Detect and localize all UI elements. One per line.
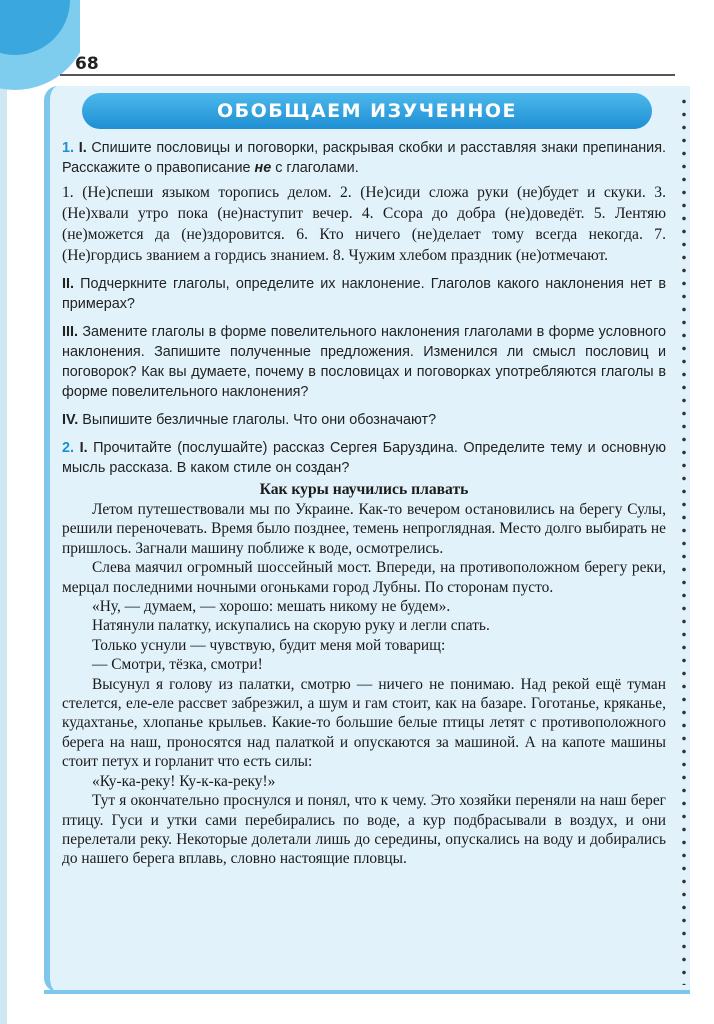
task1-part3 (62, 322, 666, 402)
task1-part1-text-b: с глаголами. (271, 160, 359, 176)
task2-number: 2. (62, 440, 75, 456)
task1-part2-roman: II. (62, 276, 74, 292)
task2-part1-roman: I. (79, 440, 88, 456)
task2-part1-text: Прочитайте (послушайте) рассказ Сергея Баруздина. Определите тему и основную мысль рассказа. В каком стиле он создан? (62, 440, 667, 476)
story-paragraph: — Смотри, тёзка, смотри! (92, 656, 263, 674)
task2-part1 (62, 438, 666, 478)
page-content (62, 138, 666, 869)
story-paragraph: «Ну, — думаем, — хорошо: мешать никому не будем». (92, 598, 451, 616)
task1-part4 (62, 410, 666, 430)
section-title: ОБОБЩАЕМ ИЗУЧЕННОЕ (217, 100, 517, 122)
left-margin-strip (0, 0, 7, 1024)
story-paragraph: Летом путешествовали мы по Украине. Как-то вечером остановились на берегу Сулы, решили переночевать. Время было позднее, темень непроглядная. Место долго выбирать не пришлось. Загнали машину поближе к воде, осмотрелись. (62, 501, 666, 557)
task1-part4-text: Выпишите безличные глаголы. Что они обозначают? (82, 412, 437, 428)
task1-number: 1. (62, 140, 75, 156)
dotted-edge-decoration (680, 95, 688, 985)
task1-part1 (62, 138, 666, 178)
task1-part3-text: Замените глаголы в форме повелительного наклонения глаголами в форме условного наклонения. Запишите полученные предложения. Изменился ли смысл пословиц и поговорок? Как вы думаете, почему в пословицах и поговорках употребляются глаголы в форме повелительного наклонения? (62, 324, 666, 400)
task1-part3-roman: III. (62, 324, 78, 340)
corner-decoration (0, 0, 80, 100)
story-paragraph: Натянули палатку, искупались на скорую руку и легли спать. (92, 617, 490, 635)
task1-part4-roman: IV. (62, 412, 79, 428)
story-paragraph: Слева маячил огромный шоссейный мост. Впереди, на противоположном берегу реки, мерцал последними ночными огоньками город Лубны. По сторонам пусто. (62, 559, 666, 596)
panel-bottom-border (44, 990, 690, 994)
section-banner (82, 93, 652, 129)
story-paragraph: Только уснули — чувствую, будит меня мой товарищ: (92, 636, 446, 654)
task1-part1-roman: I. (78, 140, 87, 156)
header-rule (60, 74, 675, 76)
task1-proverbs: 1. (Не)спеши языком торопись делом. 2. (Не)сиди сложа руки (не)будет и скуки. 3. (Не)хвали утро пока (не)наступит вечер. 4. Ссора до добра (не)доведёт. 5. Лентяю (не)можется да (не)здоровится. 6. Кто ничего (не)делает тому всегда некогда. 7. (Не)гордись званием а гордись знанием. 8. Чужим хлебом праздник (не)отмечают. (62, 184, 666, 264)
task1-part1-emphasis: не (254, 160, 272, 176)
story-paragraph: «Ку-ка-реку! Ку-к-ка-реку!» (92, 772, 276, 790)
task1-part1-text-a: Спишите пословицы и поговорки, раскрывая скобки и расставляя знаки препинания. Расскажите о правописание (62, 140, 666, 176)
page-number: 68 (75, 54, 99, 74)
story-paragraph: Тут я окончательно проснулся и понял, что к чему. Это хозяйки переняли на наш берег птицу. Гуси и утки сами перебирались по воде, а кур подбрасывали в воздух, и они перелетали реку. Некоторые долетали лишь до середины, опускались на воду и добирались до нашего берега вплавь, словно настоящие пловцы. (62, 792, 666, 868)
story-title: Как куры научились плавать (259, 481, 469, 498)
task1-part2 (62, 274, 666, 314)
task1-part2-text: Подчеркните глаголы, определите их наклонение. Глаголов какого наклонения нет в примерах? (62, 276, 667, 312)
story-paragraph: Высунул я голову из палатки, смотрю — ничего не понимаю. Над рекой ещё туман стелется, еле-еле рассвет забрезжил, а шум и гам стоит, как на базаре. Гоготанье, кряканье, кудахтанье, хлопанье крыльев. Какие-то большие белые птицы летят с противоположного берега на наш, проносятся над палаткой и опускаются за машиной. А на капоте машины стоит петух и горланит что есть силы: (62, 675, 666, 771)
